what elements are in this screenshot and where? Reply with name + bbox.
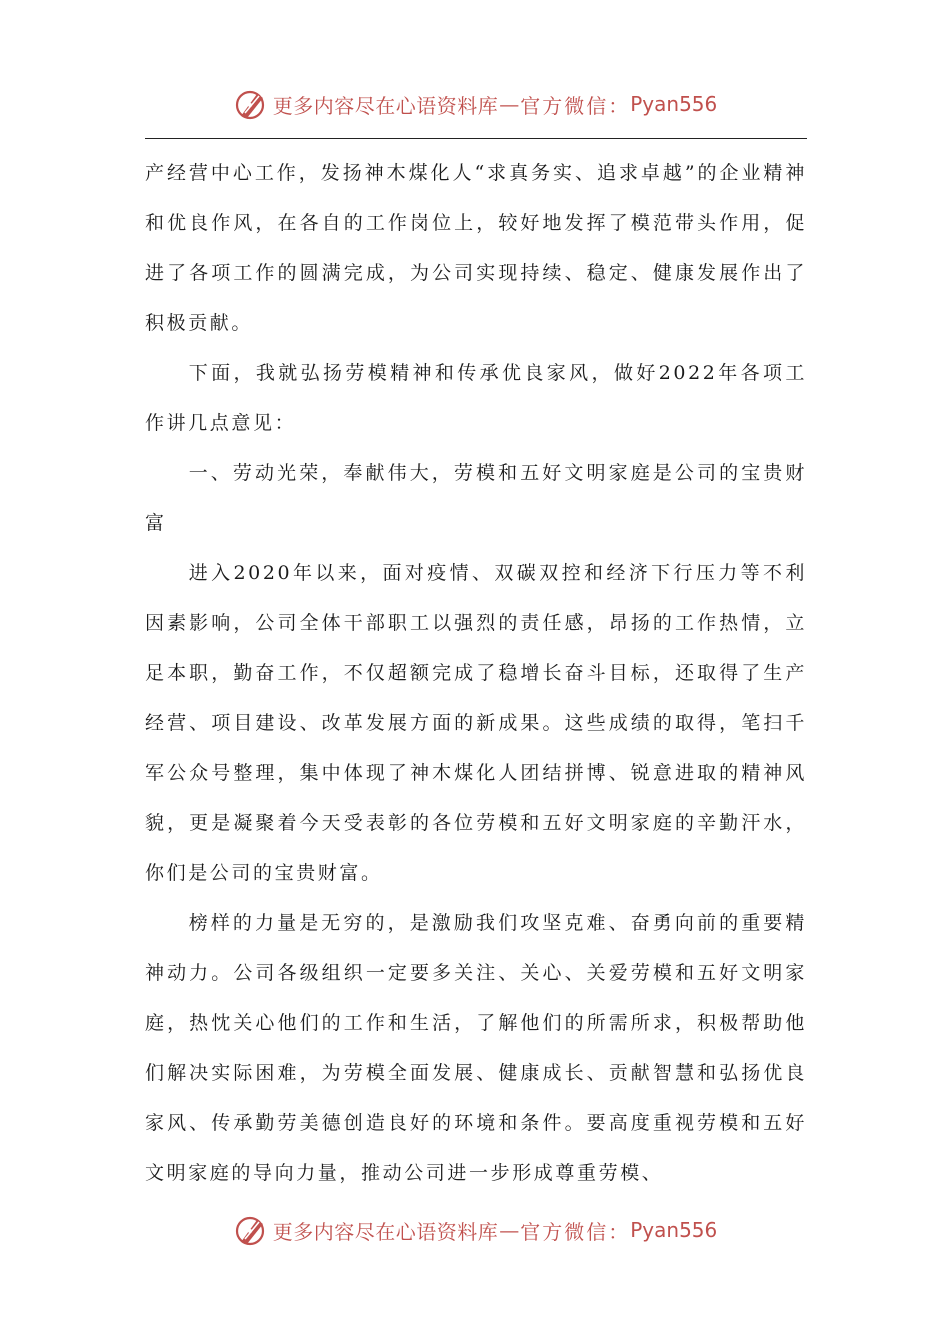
separator: — <box>499 1218 520 1242</box>
wechat-label: 官方微信： <box>520 1219 631 1244</box>
paragraph-continued: 产经营中心工作，发扬神木煤化人“求真务实、追求卓越”的企业精神和优良作风，在各自的工作岗位上，较好地发挥了模范带头作用，促进了各项工作的圆满完成，为公司实现持续、稳定、健康发展作出了积极贡献。 <box>145 162 807 334</box>
page-footer <box>0 1208 950 1252</box>
wechat-id: Pyan556 <box>630 92 718 116</box>
document-body <box>145 148 807 1198</box>
brand-text: 更多内容尽在心语资料库 <box>272 93 499 118</box>
pen-nib-logo-icon <box>233 1212 269 1248</box>
page-header <box>0 82 950 126</box>
wechat-id: Pyan556 <box>630 1218 718 1242</box>
pen-nib-logo-icon <box>233 86 269 122</box>
header-divider <box>145 138 807 139</box>
separator: — <box>499 92 520 116</box>
paragraph-achievements: 进入2020年以来，面对疫情、双碳双控和经济下行压力等不利因素影响，公司全体干部职工以强烈的责任感，昂扬的工作热情，立足本职，勤奋工作，不仅超额完成了稳增长奋斗目标，还取得了生产经营、项目建设、改革发展方面的新成果。这些成绩的取得，笔扫千军公众号整理，集中体现了神木煤化人团结拼博、锐意进取的精神风貌，更是凝聚着今天受表彰的各位劳模和五好文明家庭的辛勤汗水，你们是公司的宝贵财富。 <box>145 562 807 884</box>
wechat-label: 官方微信： <box>520 93 631 118</box>
section-heading: 一、劳动光荣，奉献伟大，劳模和五好文明家庭是公司的宝贵财富 <box>145 462 807 534</box>
paragraph-role-models: 榜样的力量是无穷的，是激励我们攻坚克难、奋勇向前的重要精神动力。公司各级组织一定要多关注、关心、关爱劳模和五好文明家庭，热忱关心他们的工作和生活，了解他们的所需所求，积极帮助他们解决实际困难，为劳模全面发展、健康成长、贡献智慧和弘扬优良家风、传承勤劳美德创造良好的环境和条件。要高度重视劳模和五好文明家庭的导向力量，推动公司进一步形成尊重劳模、 <box>145 912 807 1184</box>
paragraph-intro: 下面，我就弘扬劳模精神和传承优良家风，做好2022年各项工作讲几点意见： <box>145 362 807 434</box>
brand-text: 更多内容尽在心语资料库 <box>272 1219 499 1244</box>
